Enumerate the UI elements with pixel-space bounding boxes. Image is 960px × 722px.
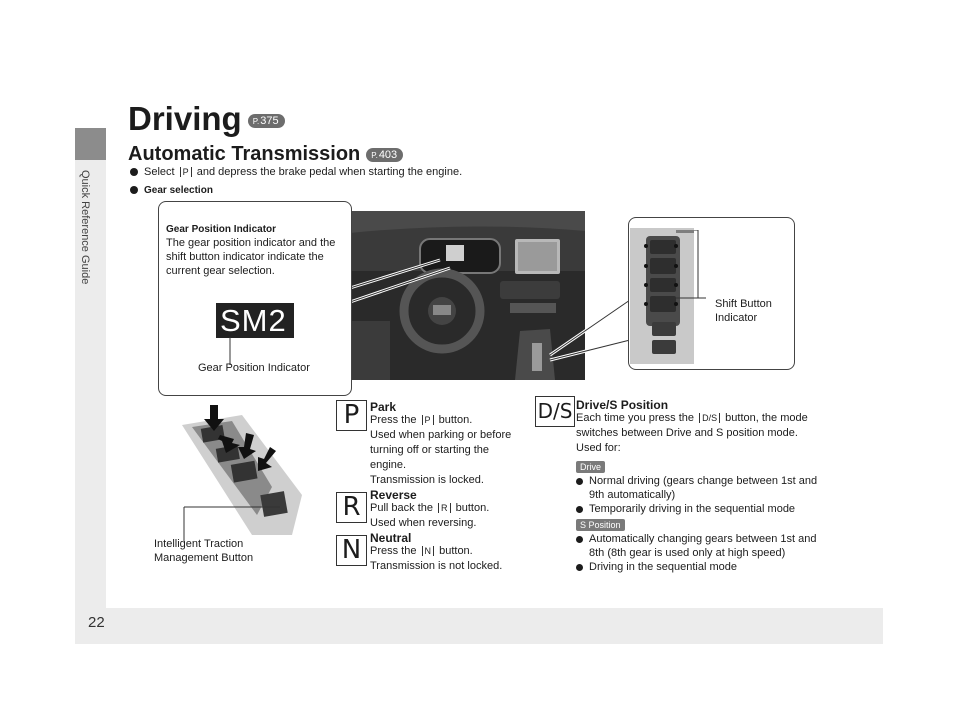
page-title [128,100,285,138]
page-number: 22 [88,614,105,631]
s-position-tag: S Position [576,519,625,531]
page-ref-link[interactable] [248,114,285,128]
key-ds-icon: D/S [699,413,720,423]
gear-indicator-label: Gear Position Indicator [198,362,310,374]
drive-item-1: Normal driving (gears change between 1st and [576,474,817,488]
section-tab-marker [75,128,106,160]
callout-connectors [300,240,660,380]
gear-callout-heading: Gear Position Indicator [166,224,277,235]
bullet-icon [576,536,583,543]
reverse-text: Pull back the R button. Used when reversing. [370,502,490,529]
gear-position-display [216,303,294,338]
bullet-icon [576,506,583,513]
side-tab-label: Quick Reference Guide [79,170,91,285]
key-p-icon: P [180,167,192,177]
bullet-icon [130,168,138,176]
s-item-2: Driving in the sequential mode [576,560,737,574]
section-title-text: Automatic Transmission [128,143,361,165]
page-title-text: Driving [128,100,242,137]
reverse-letter-icon: R [336,492,367,523]
park-text: Press the P button. Used when parking or before turning off or starting the engine. Transmission is locked. [370,414,512,486]
gear-selection-heading: Gear selection [130,185,213,196]
section-title [128,143,403,166]
intro-line: Select P and depress the brake pedal when starting the engine. [130,166,462,178]
drive-heading: Drive/S Position [576,398,669,412]
side-tab[interactable] [78,170,104,340]
drive-text: Each time you press the D/S button, the mode switches between Drive and S position mode. Used for: [576,412,808,454]
bullet-icon [576,478,583,485]
section-ref-icon: P. [371,150,378,160]
gear-display-text: SM2 [220,303,287,338]
key-r-icon: R [438,503,451,513]
page-ref-icon: P. [252,117,260,127]
shift-indicator-bracket [676,230,706,310]
s-item-1: Automatically changing gears between 1st and [576,532,816,546]
section-ref-number: 403 [378,148,398,161]
section-ref-link[interactable] [366,148,403,162]
drive-item-1-cont: 9th automatically) [589,489,676,501]
drive-tag: Drive [576,461,605,473]
drive-item-2: Temporarily driving in the sequential mode [576,502,795,516]
page-ref-number: 375 [260,115,279,128]
key-n-icon: N [422,546,435,556]
neutral-text: Press the N button. Transmission is not locked. [370,545,503,572]
bullet-icon [576,564,583,571]
gear-callout-body: The gear position indicator and the shift button indicator indicate the current gear selection. [166,237,336,277]
park-letter-icon: P [336,400,367,431]
s-item-1-cont: 8th (8th gear is used only at high speed) [589,547,786,559]
neutral-heading: Neutral [370,531,412,545]
key-p-icon: P [422,415,434,425]
neutral-letter-icon: N [336,535,367,566]
drive-s-letter-icon: D/S [535,396,575,427]
park-heading: Park [370,400,397,414]
shift-button-indicator-label: Shift Button Indicator [715,298,772,324]
itm-pointer [182,505,282,541]
bullet-icon [130,186,138,194]
itm-button-label: Intelligent Traction Management Button [154,538,254,564]
reverse-heading: Reverse [370,488,417,502]
